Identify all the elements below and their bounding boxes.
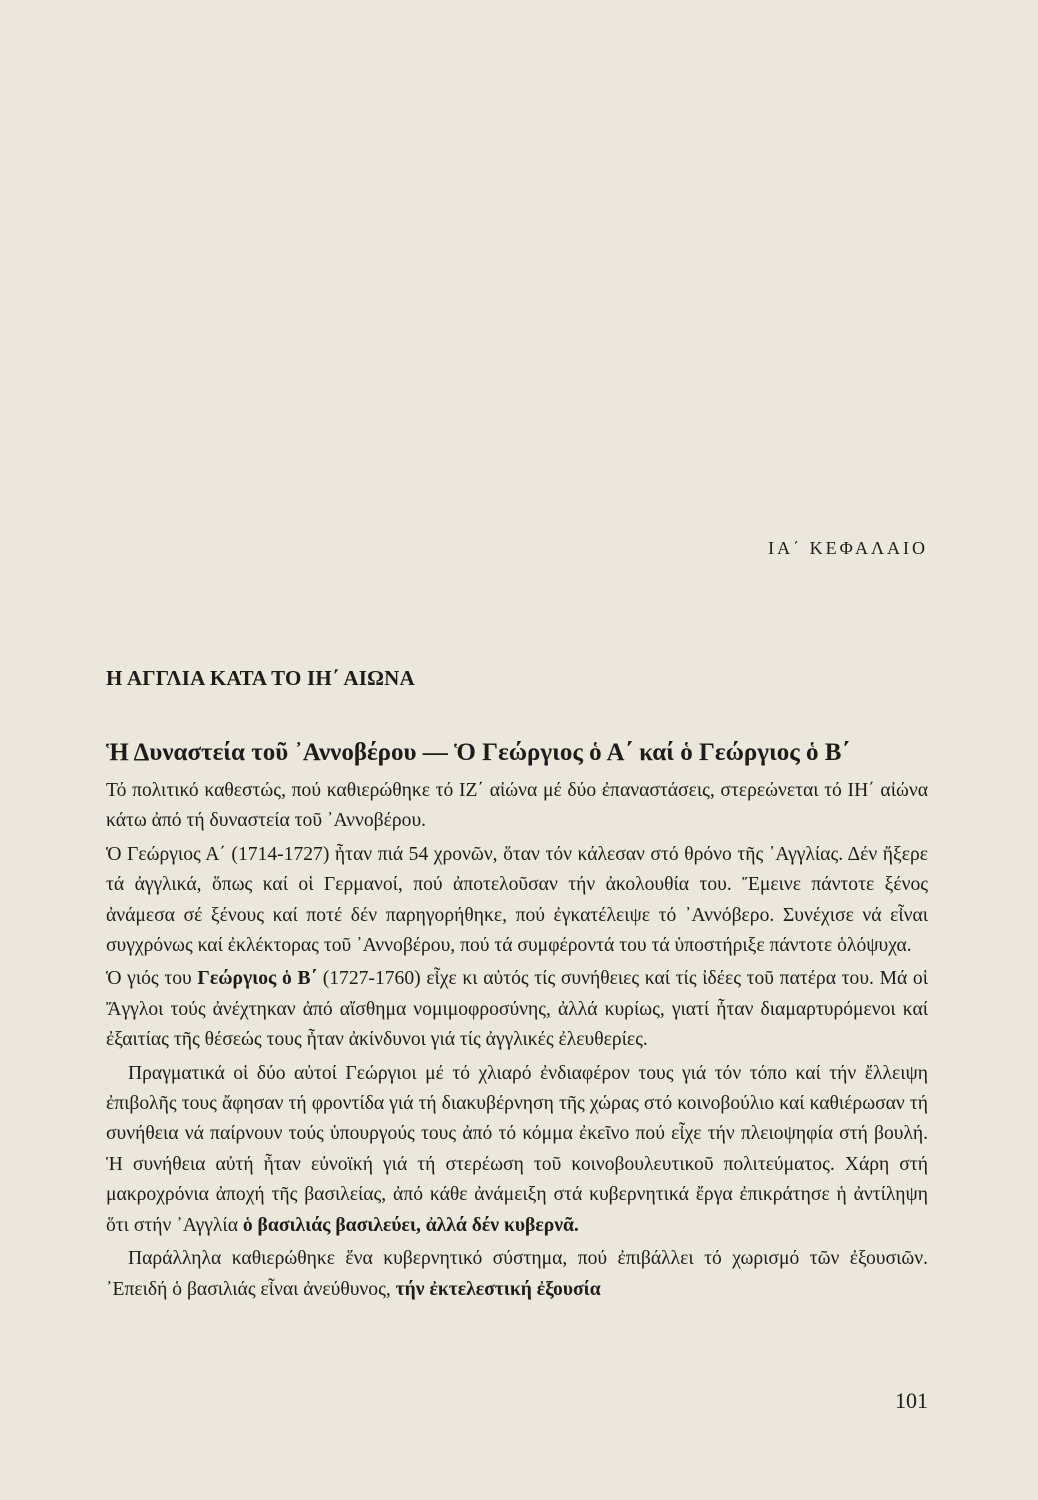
body-text (106, 776, 928, 1305)
paragraph-text: Παράλληλα καθιερώθηκε ἕνα κυβερνητικό σύστημα, πού ἐπιβάλλει τό χωρισμό τῶν ἐξουσιῶν. ᾿Επειδή ὁ βασιλιάς εἶναι ἀνεύθυνος, (106, 1248, 928, 1300)
section-title: Ἡ Δυναστεία τοῦ ᾿Αννοβέρου — Ὁ Γεώργιος ὁ Α΄ καί ὁ Γεώργιος ὁ Β΄ (106, 739, 850, 766)
paragraph-text: Ὁ γιός του (106, 968, 198, 990)
paragraph-text: Ὁ Γεώργιος Α΄ (1714-1727) ἦταν πιά 54 χρονῶν, ὅταν τόν κάλεσαν στό θρόνο τῆς ᾿Αγγλίας. Δέν ἤξερε τά ἀγγλικά, ὅπως καί οἱ Γερμανοί, πού ἀποτελοῦσαν τήν ἀκολουθία του. Ἔμεινε πάντοτε ξένος ἀνάμεσα σέ ξένους καί ποτέ δέν παρηγορήθηκε, πού ἐγκατέλειψε τό ᾿Αννόβερο. Συνέχισε νά εἶναι συγχρόνως καί ἐκλέκτορας τοῦ ᾿Αννοβέρου, πού τά συμφέροντά του τά ὑποστήριξε πάντοτε ὁλόψυχα. (106, 843, 928, 957)
paragraph-4 (106, 1059, 928, 1241)
paragraph-text: (1727-1760) εἶχε κι αὐτός τίς συνήθειες καί τίς ἰδέες τοῦ πατέρα του. Μά οἱ Ἄγγλοι τούς ἀνέχτηκαν ἀπό αἴσθημα νομιμοφροσύνης, ἀλλά κυρίως, γιατί ἦταν διαμαρτυρόμενοι καί ἐξαιτίας τῆς θέσεώς τους ἦταν ἀκίνδυνοι γιά τίς ἀγγλικές ἐλευθερίες. (106, 968, 929, 1051)
bold-text: ὁ βασιλιάς βασιλεύει, ἀλλά δέν κυβερνᾶ. (242, 1214, 579, 1236)
chapter-label: ΙΑ΄ ΚΕΦΑΛΑΙΟ (768, 538, 928, 558)
page-number: 101 (895, 1388, 928, 1413)
paragraph-2 (106, 840, 928, 962)
bold-text: τήν ἐκτελεστική ἐξουσία (395, 1278, 601, 1300)
paragraph-text: Πραγματικά οἱ δύο αὐτοί Γεώργιοι μέ τό χλιαρό ἐνδιαφέρον τους γιά τόν τόπο καί τήν ἔλλειψη ἐπιβολῆς τους ἄφησαν τή φροντίδα γιά τή διακυβέρνηση τῆς χώρας στό κοινοβούλιο καί καθιέρωσαν τή συνήθεια νά παίρνουν τούς ὑπουργούς τους ἀπό τό κόμμα ἐκεῖνο πού εἶχε τήν πλειοψηφία στή βουλή. Ἡ συνήθεια αὐτή ἦταν εὐνοϊκή γιά τή στερέωση τοῦ κοινοβουλευτικοῦ πολιτεύματος. Χάρη στή μακροχρόνια ἀποχή τῆς βασιλείας, ἀπό κάθε ἀνάμειξη στά κυβερνητικά ἔργα ἐπικράτησε ἡ ἀντίληψη ὅτι στήν ᾿Αγγλία (106, 1062, 928, 1236)
paragraph-3 (106, 964, 928, 1055)
part-title: Η ΑΓΓΛΙΑ ΚΑΤΑ ΤΟ ΙΗ΄ ΑΙΩΝΑ (106, 666, 415, 690)
paragraph-text: Τό πολιτικό καθεστώς, πού καθιερώθηκε τό ΙΖ΄ αἰώνα μέ δύο ἐπαναστάσεις, στερεώνεται τό ΙΗ΄ αἰώνα κάτω ἀπό τή δυναστεία τοῦ ᾿Αννοβέρου. (106, 780, 928, 832)
paragraph-5 (106, 1244, 928, 1305)
paragraph-1 (106, 776, 928, 837)
bold-text: Γεώργιος ὁ Β΄ (197, 968, 318, 990)
